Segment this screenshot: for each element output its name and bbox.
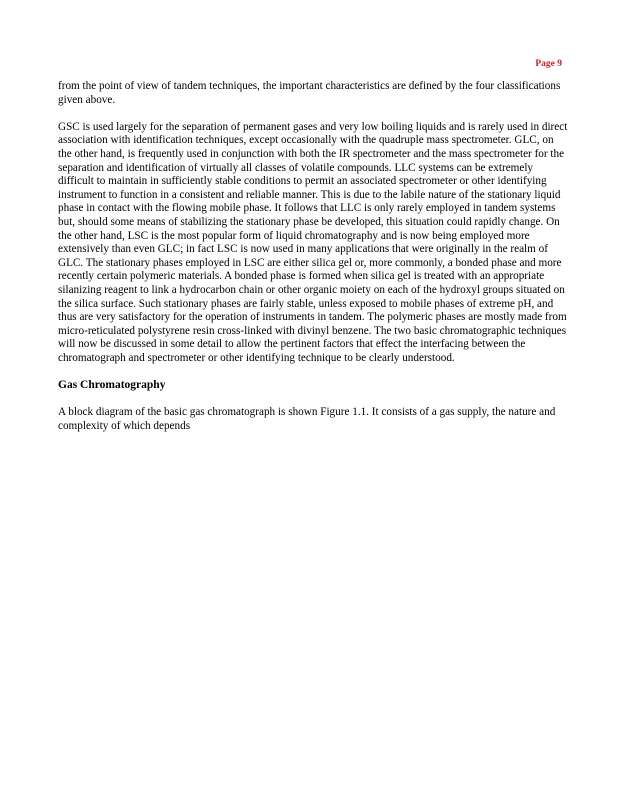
paragraph-gas-chromatograph: A block diagram of the basic gas chromatograph is shown Figure 1.1. It consists of a gas supply, the nature and complexity of which depends (58, 406, 556, 432)
paragraph-chromatography-types: GSC is used largely for the separation of permanent gases and very low boiling liquids and is rarely used in direct association with identification techniques, except occasionally with the quadruple mass spectrometer. GLC, on the other hand, is frequently used in conjunction with both the IR spectrometer and the mass spectrometer for the separation and identification of virtually all classes of volatile compounds. LLC systems can be extremely difficult to maintain in sufficiently stable conditions to permit an associated spectrometer or other identifying instrument to function in a consistent and reliable manner. This is due to the labile nature of the stationary liquid phase in contact with the flowing mobile phase. It follows that LLC is only rarely employed in tandem systems but, should some means of stabilizing the stationary phase be developed, this situation could rapidly change. On the other hand, LSC is the most popular form of liquid chromatography and is now being employed more extensively than even GLC; in fact LSC is now used in many applications that were originally in the realm of GLC. The stationary phases employed in LSC are either silica gel or, more commonly, a bonded phase and more recently certain polymeric materials. A bonded phase is formed when silica gel is treated with an appropriate silanizing reagent to link a hydrocarbon chain or other organic moiety on each of the hydroxyl groups situated on the silica surface. Such stationary phases are fairly stable, unless exposed to mobile phases of extreme pH, and thus are very satisfactory for the operation of instruments in tandem. The polymeric phases are mostly made from micro-reticulated polystyrene resin cross-linked with divinyl benzene. The two basic chromatographic techniques will now be discussed in some detail to allow the pertinent factors that effect the interfacing between the chromatograph and spectrometer or other identifying technique to be clearly understood. (58, 120, 568, 364)
page-number: Page 9 (535, 59, 562, 69)
section-heading: Gas Chromatography (58, 379, 166, 392)
paragraph-continuation: from the point of view of tandem techniques, the important characteristics are defined by the four classifications given above. (58, 80, 561, 106)
page-content (58, 80, 568, 447)
